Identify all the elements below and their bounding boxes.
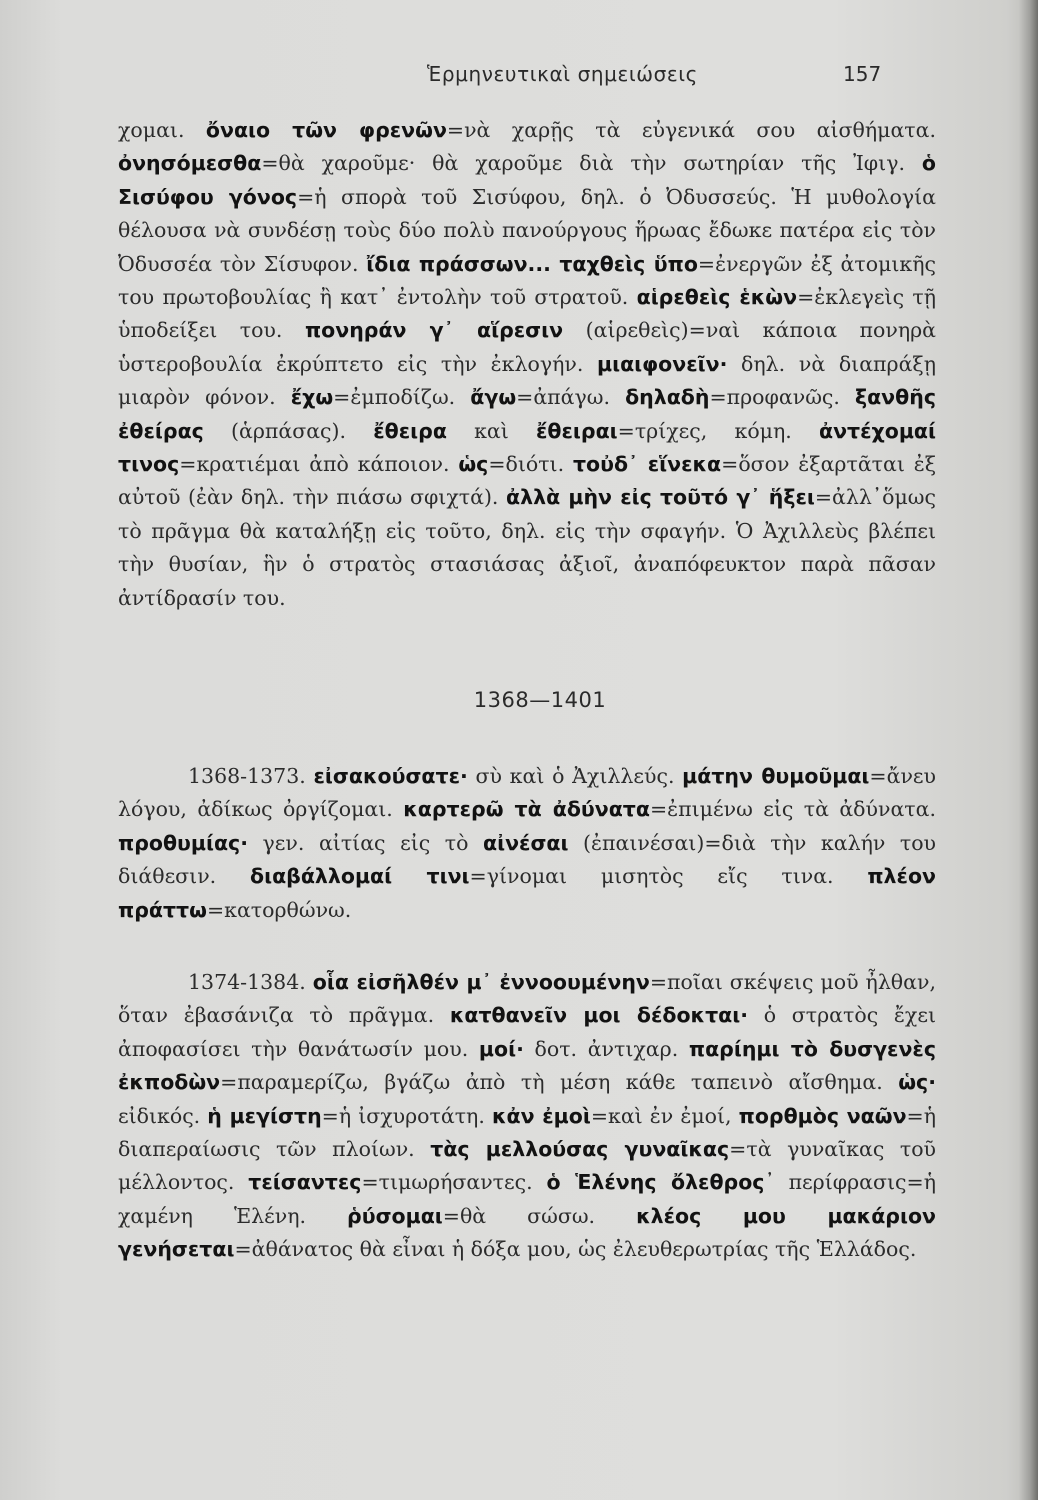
lemma-term: διαβάλλομαί τινι <box>250 864 470 889</box>
gloss-text: (ἁρπάσας). <box>203 418 374 443</box>
lemma-term: αἰνέσαι <box>483 830 569 855</box>
lemma-term: ὀνησόμεσθα <box>118 151 262 176</box>
gloss-text: =ὅσον ἐξαρτᾶται ἐξ αὐτοῦ (ἐὰν δηλ. τὴν πιάσω σφιχτά). <box>118 452 936 510</box>
gloss-text: =θὰ χαροῦμε· θὰ χαροῦμε διὰ τὴν σωτηρίαν τῆς Ἰφιγ. <box>261 151 922 176</box>
gloss-text: =τιμωρήσαντες. <box>361 1170 547 1195</box>
commentary-paragraph-2 <box>118 760 936 927</box>
lemma-term: ὁ Ἑλένης ὄλεθρος <box>546 1170 765 1195</box>
lemma-term: ἀντέχομαί τινος <box>118 418 936 477</box>
gloss-text: γεν. αἰτίας εἰς τὸ <box>248 830 483 855</box>
lemma-term: ῥύσομαι <box>347 1203 443 1228</box>
gloss-text: =ἀπάγω. <box>516 385 626 410</box>
gloss-text: =ποῖαι σκέψεις μοῦ ἦλθαν, ὅταν ἐβασάνιζα τὸ πρᾶγμα. <box>118 970 936 1028</box>
gloss-text: =θὰ σώσω. <box>442 1203 637 1228</box>
lemma-term: πορθμὸς ναῶν <box>738 1103 907 1128</box>
lemma-term: ὡς· <box>898 1070 936 1095</box>
gloss-text: εἰδικός. <box>118 1103 208 1128</box>
lemma-term: αἱρεθεὶς ἑκὼν <box>636 285 798 310</box>
gloss-text: =ἡ διαπεραίωσις τῶν πλοίων. <box>118 1103 937 1162</box>
gloss-text: ᾽ περίφρασις=ἡ χαμένη Ἑλένη. <box>118 1170 936 1228</box>
gloss-text: δοτ. ἀντιχαρ. <box>523 1036 689 1061</box>
lemma-term: ἔθειρα <box>373 418 447 443</box>
gloss-text: =νὰ χαρῇς τὰ εὐγενικά σου αἰσθήματα. <box>446 118 936 142</box>
gloss-text: =τρίχες, κόμη. <box>617 418 819 443</box>
gloss-text: =κρατιέμαι ἀπὸ κάποιον. <box>179 452 459 477</box>
running-title: Ἑρμηνευτικαὶ σημειώσεις <box>427 62 698 86</box>
commentary-paragraph-3 <box>118 966 936 1267</box>
lemma-term: καρτερῶ τὰ ἀδύνατα <box>403 797 650 822</box>
lemma-term: πλέον πράττω <box>118 864 936 922</box>
lemma-term: ξανθῆς ἐθείρας <box>118 385 936 443</box>
lemma-term: ἔθειραι <box>536 418 618 443</box>
gloss-text: =καὶ ἐν ἐμοί, <box>590 1103 739 1128</box>
lemma-term: κλέος μου μακάριον γενήσεται <box>118 1203 936 1262</box>
gloss-text: =γίνομαι μισητὸς εἴς τινα. <box>469 864 868 889</box>
gloss-text: =ἐκλεγεὶς τῇ ὑποδείξει του. <box>118 285 936 343</box>
lemma-term: ἴδια πράσσων... ταχθεὶς ὕπο <box>366 251 698 276</box>
gloss-text: (αἱρεθεὶς)=ναὶ κάποια πονηρὰ ὑστεροβουλία ἐκρύπτετο εἰς τὴν ἐκλογήν. <box>118 318 937 376</box>
lemma-term: προθυμίας· <box>118 830 248 855</box>
lemma-term: ὡς <box>458 452 489 477</box>
lemma-term: ἀλλὰ μὴν εἰς τοῦτό γ᾽ ἥξει <box>506 485 815 510</box>
section-heading: 1368—1401 <box>473 688 607 712</box>
lemma-term: μιαιφονεῖν· <box>597 351 728 376</box>
gloss-text: =ἀθάνατος θὰ εἶναι ἡ δόξα μου, ὡς ἐλευθερωτρίας τῆς Ἑλλάδος. <box>234 1237 917 1262</box>
paragraph-text <box>118 114 936 615</box>
gloss-text: 1368-1373. <box>188 764 314 788</box>
paragraph-text <box>118 760 936 927</box>
lemma-term: πονηράν γ᾽ αἵρεσιν <box>304 318 564 343</box>
gloss-text: =ἐπιμένω εἰς τὰ ἀδύνατα. <box>649 797 936 822</box>
commentary-paragraph-1 <box>118 114 936 615</box>
gloss-text: σὺ καὶ ὁ Ἀχιλλεύς. <box>467 764 683 788</box>
gloss-text: =κατορθώνω. <box>206 897 352 922</box>
lemma-term: μάτην θυμοῦμαι <box>682 764 870 788</box>
page-spine-shadow <box>1018 0 1038 1500</box>
page-number: 157 <box>843 62 882 86</box>
gloss-text: =ἐμποδίζω. <box>333 385 471 410</box>
lemma-term: τοὐδ᾽ εἵνεκα <box>572 452 722 477</box>
gloss-text: χομαι. <box>118 118 206 142</box>
lemma-term: ἔχω <box>290 385 334 410</box>
gloss-text: =ἡ ἰσχυροτάτη. <box>321 1103 492 1128</box>
gloss-text: καὶ <box>446 418 537 443</box>
lemma-term: ὄναιο τῶν φρενῶν <box>205 118 447 142</box>
gloss-text: =ἀλλ᾽ὅμως τὸ πρᾶγμα θὰ καταλήξῃ εἰς τοῦτο, δηλ. εἰς τὴν σφαγήν. Ὁ Ἀχιλλεὺς βλέπει τὴν θυσίαν, ἣν ὁ στρατὸς στασιάσας ἀξιοῖ, ἀναπόφευκτον παρὰ πᾶσαν ἀντίδρασίν του. <box>118 485 936 610</box>
page-header <box>0 62 1038 92</box>
lemma-term: κἀν ἐμοὶ <box>491 1103 591 1128</box>
lemma-term: τὰς μελλούσας γυναῖκας <box>430 1137 730 1162</box>
gloss-text: ὁ στρατὸς ἔχει ἀποφασίσει τὴν θανάτωσίν μου. <box>118 1003 936 1061</box>
lemma-term: μοί· <box>478 1036 524 1061</box>
lemma-term: κατθανεῖν μοι δέδοκται· <box>449 1003 749 1028</box>
gloss-text: =διότι. <box>488 452 573 477</box>
lemma-term: οἷα εἰσῆλθέν μ᾽ ἐννοουμένην <box>312 970 650 994</box>
gloss-text: =ἡ σπορὰ τοῦ Σισύφου, δηλ. ὁ Ὀδυσσεύς. Ἡ μυθολογία θέλουσα νὰ συνδέσῃ τοὺς δύο πολὺ πανούργους ἥρωας ἔδωκε πατέρα εἰς τὸν Ὀδυσσέα τὸν Σίσυφον. <box>118 184 936 276</box>
gloss-text: (ἐπαινέσαι)=διὰ τὴν καλήν του διάθεσιν. <box>118 830 936 889</box>
lemma-term: τείσαντες <box>248 1170 362 1195</box>
lemma-term: δηλαδὴ <box>625 385 710 410</box>
gloss-text: δηλ. νὰ διαπράξῃ μιαρὸν φόνον. <box>118 351 936 410</box>
gloss-text: =ἐνεργῶν ἐξ ἀτομικῆς του πρωτοβουλίας ἢ κατ᾽ ἐντολὴν τοῦ στρατοῦ. <box>118 251 937 310</box>
lemma-term: εἰσακούσατε· <box>313 764 468 788</box>
gloss-text: =τὰ γυναῖκας τοῦ μέλλοντος. <box>118 1137 937 1195</box>
lemma-term: ἄγω <box>470 385 517 410</box>
paragraph-text <box>118 966 936 1267</box>
gloss-text: 1374-1384. <box>188 970 313 994</box>
lemma-term: ὁ Σισύφου γόνος <box>118 151 936 209</box>
lemma-term: παρίημι τὸ δυσγενὲς ἐκποδὼν <box>118 1036 936 1095</box>
gloss-text: =παραμερίζω, βγάζω ἀπὸ τὴ μέση κάθε ταπεινὸ αἴσθημα. <box>220 1070 899 1095</box>
gloss-text: =προφανῶς. <box>709 385 855 410</box>
gloss-text: =ἄνευ λόγου, ἀδίκως ὀργίζομαι. <box>118 764 936 822</box>
lemma-term: ἡ μεγίστη <box>207 1103 322 1128</box>
